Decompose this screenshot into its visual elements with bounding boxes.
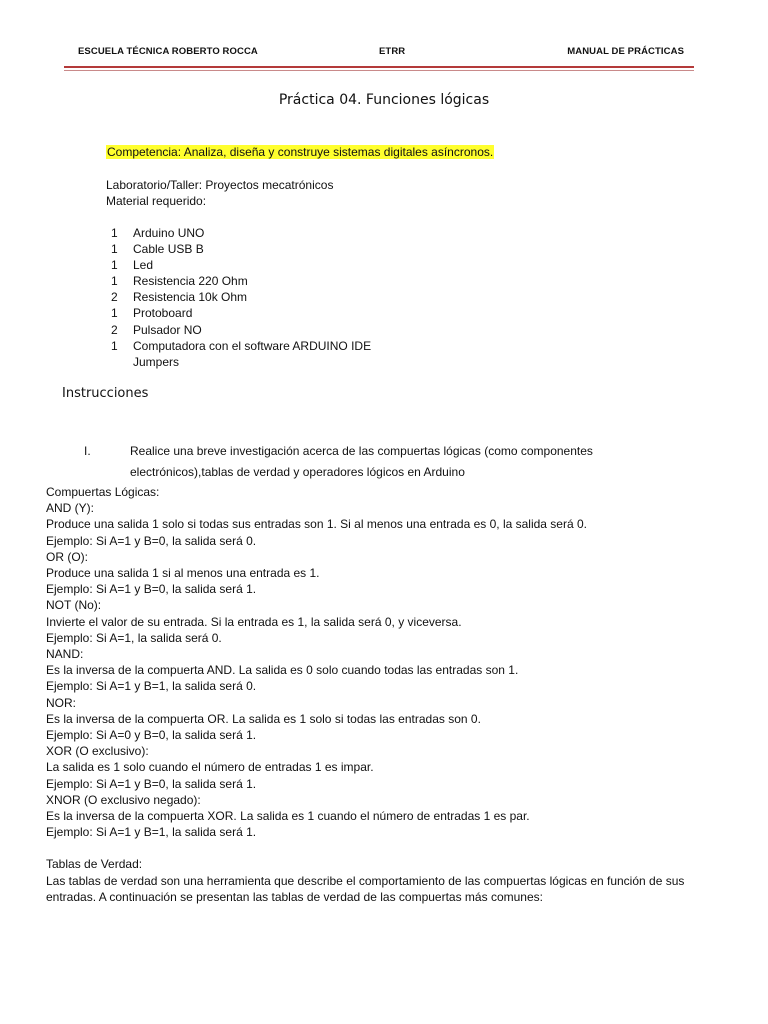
competencia-highlight: Competencia: Analiza, diseña y construye sistemas digitales asíncronos. <box>107 145 494 159</box>
list-item <box>111 241 371 257</box>
item-qty: 1 <box>111 226 118 240</box>
gate-description: Es la inversa de la compuerta XOR. La salida es 1 cuando el número de entradas 1 es par. <box>46 809 530 824</box>
gate-description: Produce una salida 1 solo si todas sus entradas son 1. Si al menos una entrada es 0, la salida será 0. <box>46 517 587 532</box>
section-heading: Tablas de Verdad: <box>46 857 143 872</box>
list-item <box>111 338 371 354</box>
gate-name: NAND: <box>46 647 84 662</box>
item-name: Resistencia 220 Ohm <box>133 274 248 289</box>
gate-name: OR (O): <box>46 549 88 564</box>
item-qty: 1 <box>111 338 118 353</box>
item-name: Led <box>133 258 154 273</box>
gate-example: Ejemplo: Si A=1 y B=0, la salida será 1. <box>46 582 257 597</box>
gates-section <box>46 484 736 905</box>
list-item <box>111 273 371 289</box>
spacer <box>46 840 736 856</box>
gate-example: Ejemplo: Si A=1 y B=1, la salida será 1. <box>46 825 257 840</box>
item-qty: 2 <box>111 322 118 337</box>
header-acronym: ETRR <box>379 46 406 57</box>
page-title: Práctica 04. Funciones lógicas <box>278 92 490 108</box>
gate-example: Ejemplo: Si A=0 y B=0, la salida será 1. <box>46 728 257 743</box>
page-header <box>78 46 684 60</box>
list-item <box>111 289 371 305</box>
step-line: Realice una breve investigación acerca de las compuertas lógicas (como componentes <box>130 444 593 458</box>
lab-line: Laboratorio/Taller: Proyectos mecatrónicos <box>106 178 334 192</box>
list-item <box>111 257 371 273</box>
step-number: I. <box>84 444 91 458</box>
item-name: Arduino UNO <box>133 226 205 240</box>
header-manual: MANUAL DE PRÁCTICAS <box>567 46 684 57</box>
step-line: electrónicos),tablas de verdad y operadores lógicos en Arduino <box>130 465 465 479</box>
item-qty: 1 <box>111 306 118 321</box>
list-item <box>111 305 371 321</box>
step-text <box>130 441 690 483</box>
gate-description: Invierte el valor de su entrada. Si la entrada es 1, la salida será 0, y viceversa. <box>46 614 462 629</box>
gate-name: XOR (O exclusivo): <box>46 744 149 759</box>
gate-name: NOR: <box>46 695 76 710</box>
item-qty: 1 <box>111 258 118 273</box>
gate-name: NOT (No): <box>46 598 102 613</box>
header-rule-thin <box>64 70 694 71</box>
list-item <box>111 225 371 241</box>
materials-list <box>111 225 371 370</box>
item-name: Resistencia 10k Ohm <box>133 290 248 305</box>
item-qty: 1 <box>111 274 118 289</box>
lab-info <box>106 177 333 209</box>
gate-description: Es la inversa de la compuerta AND. La salida es 0 solo cuando todas las entradas son 1. <box>46 663 519 678</box>
gate-name: XNOR (O exclusivo negado): <box>46 792 201 807</box>
gate-name: AND (Y): <box>46 501 94 516</box>
list-item <box>111 322 371 338</box>
header-rule <box>64 66 694 68</box>
item-qty: 2 <box>111 290 118 305</box>
instructions-heading: Instrucciones <box>62 386 149 401</box>
item-name: Pulsador NO <box>133 322 202 337</box>
material-label: Material requerido: <box>106 194 207 208</box>
header-school: ESCUELA TÉCNICA ROBERTO ROCCA <box>78 46 258 57</box>
gate-description: Es la inversa de la compuerta OR. La salida es 1 solo si todas las entradas son 0. <box>46 711 481 726</box>
gate-description: La salida es 1 solo cuando el número de entradas 1 es impar. <box>46 760 374 775</box>
item-name: Computadora con el software ARDUINO IDE <box>133 338 372 353</box>
item-name: Jumpers <box>133 354 180 369</box>
tablas-paragraph: Las tablas de verdad son una herramienta que describe el comportamiento de las compuertas lógicas en función de sus entradas. A continuación se presentan las tablas de verdad de las compuertas más comunes: <box>46 873 685 904</box>
section-heading: Compuertas Lógicas: <box>46 485 160 499</box>
item-qty <box>111 354 133 370</box>
gate-example: Ejemplo: Si A=1 y B=0, la salida será 1. <box>46 776 257 791</box>
item-name: Cable USB B <box>133 242 204 257</box>
item-qty: 1 <box>111 242 118 257</box>
item-name: Protoboard <box>133 306 193 321</box>
gate-example: Ejemplo: Si A=1, la salida será 0. <box>46 630 222 645</box>
gate-description: Produce una salida 1 si al menos una entrada es 1. <box>46 566 320 581</box>
gate-example: Ejemplo: Si A=1 y B=1, la salida será 0. <box>46 679 257 694</box>
list-item <box>111 354 371 370</box>
gate-example: Ejemplo: Si A=1 y B=0, la salida será 0. <box>46 533 257 548</box>
